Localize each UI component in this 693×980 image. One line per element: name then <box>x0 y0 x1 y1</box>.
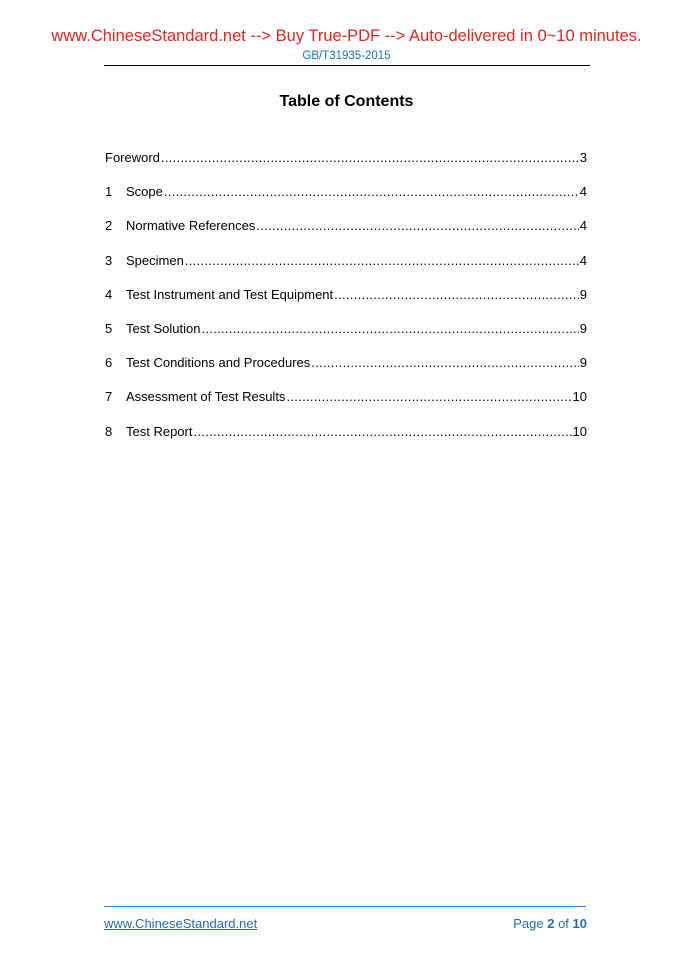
toc-entry-page: 9 <box>579 320 587 336</box>
toc-dot-leader <box>161 150 579 165</box>
toc-entry-label: Scope <box>126 184 163 200</box>
toc-dot-leader <box>193 424 571 439</box>
toc-entry-label: Normative References <box>126 218 256 234</box>
toc-dot-leader <box>256 218 578 233</box>
document-code: GB/T31935-2015 <box>302 50 391 62</box>
toc-entry-page: 4 <box>579 218 587 234</box>
toc-dot-leader <box>201 321 578 336</box>
page-number <box>513 916 587 931</box>
toc-entry-label: Specimen <box>126 252 184 268</box>
toc-entry-number: 8 <box>105 423 113 439</box>
toc-entry-number: 6 <box>105 355 113 371</box>
table-of-contents <box>105 150 587 458</box>
page-total: 10 <box>572 916 587 931</box>
page-current: 2 <box>547 916 555 931</box>
toc-entry-page: 9 <box>579 286 587 302</box>
toc-entry-test-solution[interactable] <box>105 321 587 355</box>
toc-entry-number: 5 <box>105 320 113 336</box>
toc-entry-test-conditions[interactable] <box>105 355 587 389</box>
toc-entry-foreword[interactable] <box>105 150 587 184</box>
toc-entry-assessment[interactable] <box>105 389 587 423</box>
toc-dot-leader <box>311 355 578 370</box>
promo-banner[interactable]: www.ChineseStandard.net --> Buy True-PDF --> Auto-delivered in 0~10 minutes. <box>51 27 642 45</box>
toc-entry-normative-references[interactable] <box>105 218 587 252</box>
toc-entry-number: 3 <box>105 252 113 268</box>
footer-website-link[interactable]: www.ChineseStandard.net <box>104 916 258 931</box>
toc-entry-page: 10 <box>572 389 587 405</box>
toc-entry-page: 4 <box>579 184 587 200</box>
toc-entry-number: 4 <box>105 286 113 302</box>
toc-entry-page: 3 <box>579 150 587 165</box>
toc-entry-page: 10 <box>572 423 587 439</box>
toc-entry-label: Foreword <box>105 150 160 165</box>
toc-dot-leader <box>164 184 579 199</box>
toc-entry-number: 2 <box>105 218 113 234</box>
page-title: Table of Contents <box>279 93 414 110</box>
toc-dot-leader <box>334 287 579 302</box>
page-of: of <box>558 916 569 931</box>
toc-entry-specimen[interactable] <box>105 253 587 287</box>
toc-dot-leader <box>286 389 571 404</box>
toc-entry-label: Test Conditions and Procedures <box>126 355 311 371</box>
toc-dot-leader <box>185 253 579 268</box>
toc-entry-test-report[interactable] <box>105 424 587 458</box>
header-divider <box>104 65 590 66</box>
toc-entry-page: 9 <box>579 355 587 371</box>
toc-entry-test-instrument[interactable] <box>105 287 587 321</box>
toc-entry-scope[interactable] <box>105 184 587 218</box>
page-prefix: Page <box>513 916 544 931</box>
toc-entry-label: Assessment of Test Results <box>126 389 286 405</box>
toc-entry-label: Test Solution <box>126 320 201 336</box>
toc-entry-number: 1 <box>105 184 113 200</box>
toc-entry-number: 7 <box>105 389 113 405</box>
footer-divider <box>104 906 586 907</box>
toc-entry-label: Test Instrument and Test Equipment <box>126 286 334 302</box>
toc-entry-page: 4 <box>579 252 587 268</box>
toc-entry-label: Test Report <box>126 423 193 439</box>
